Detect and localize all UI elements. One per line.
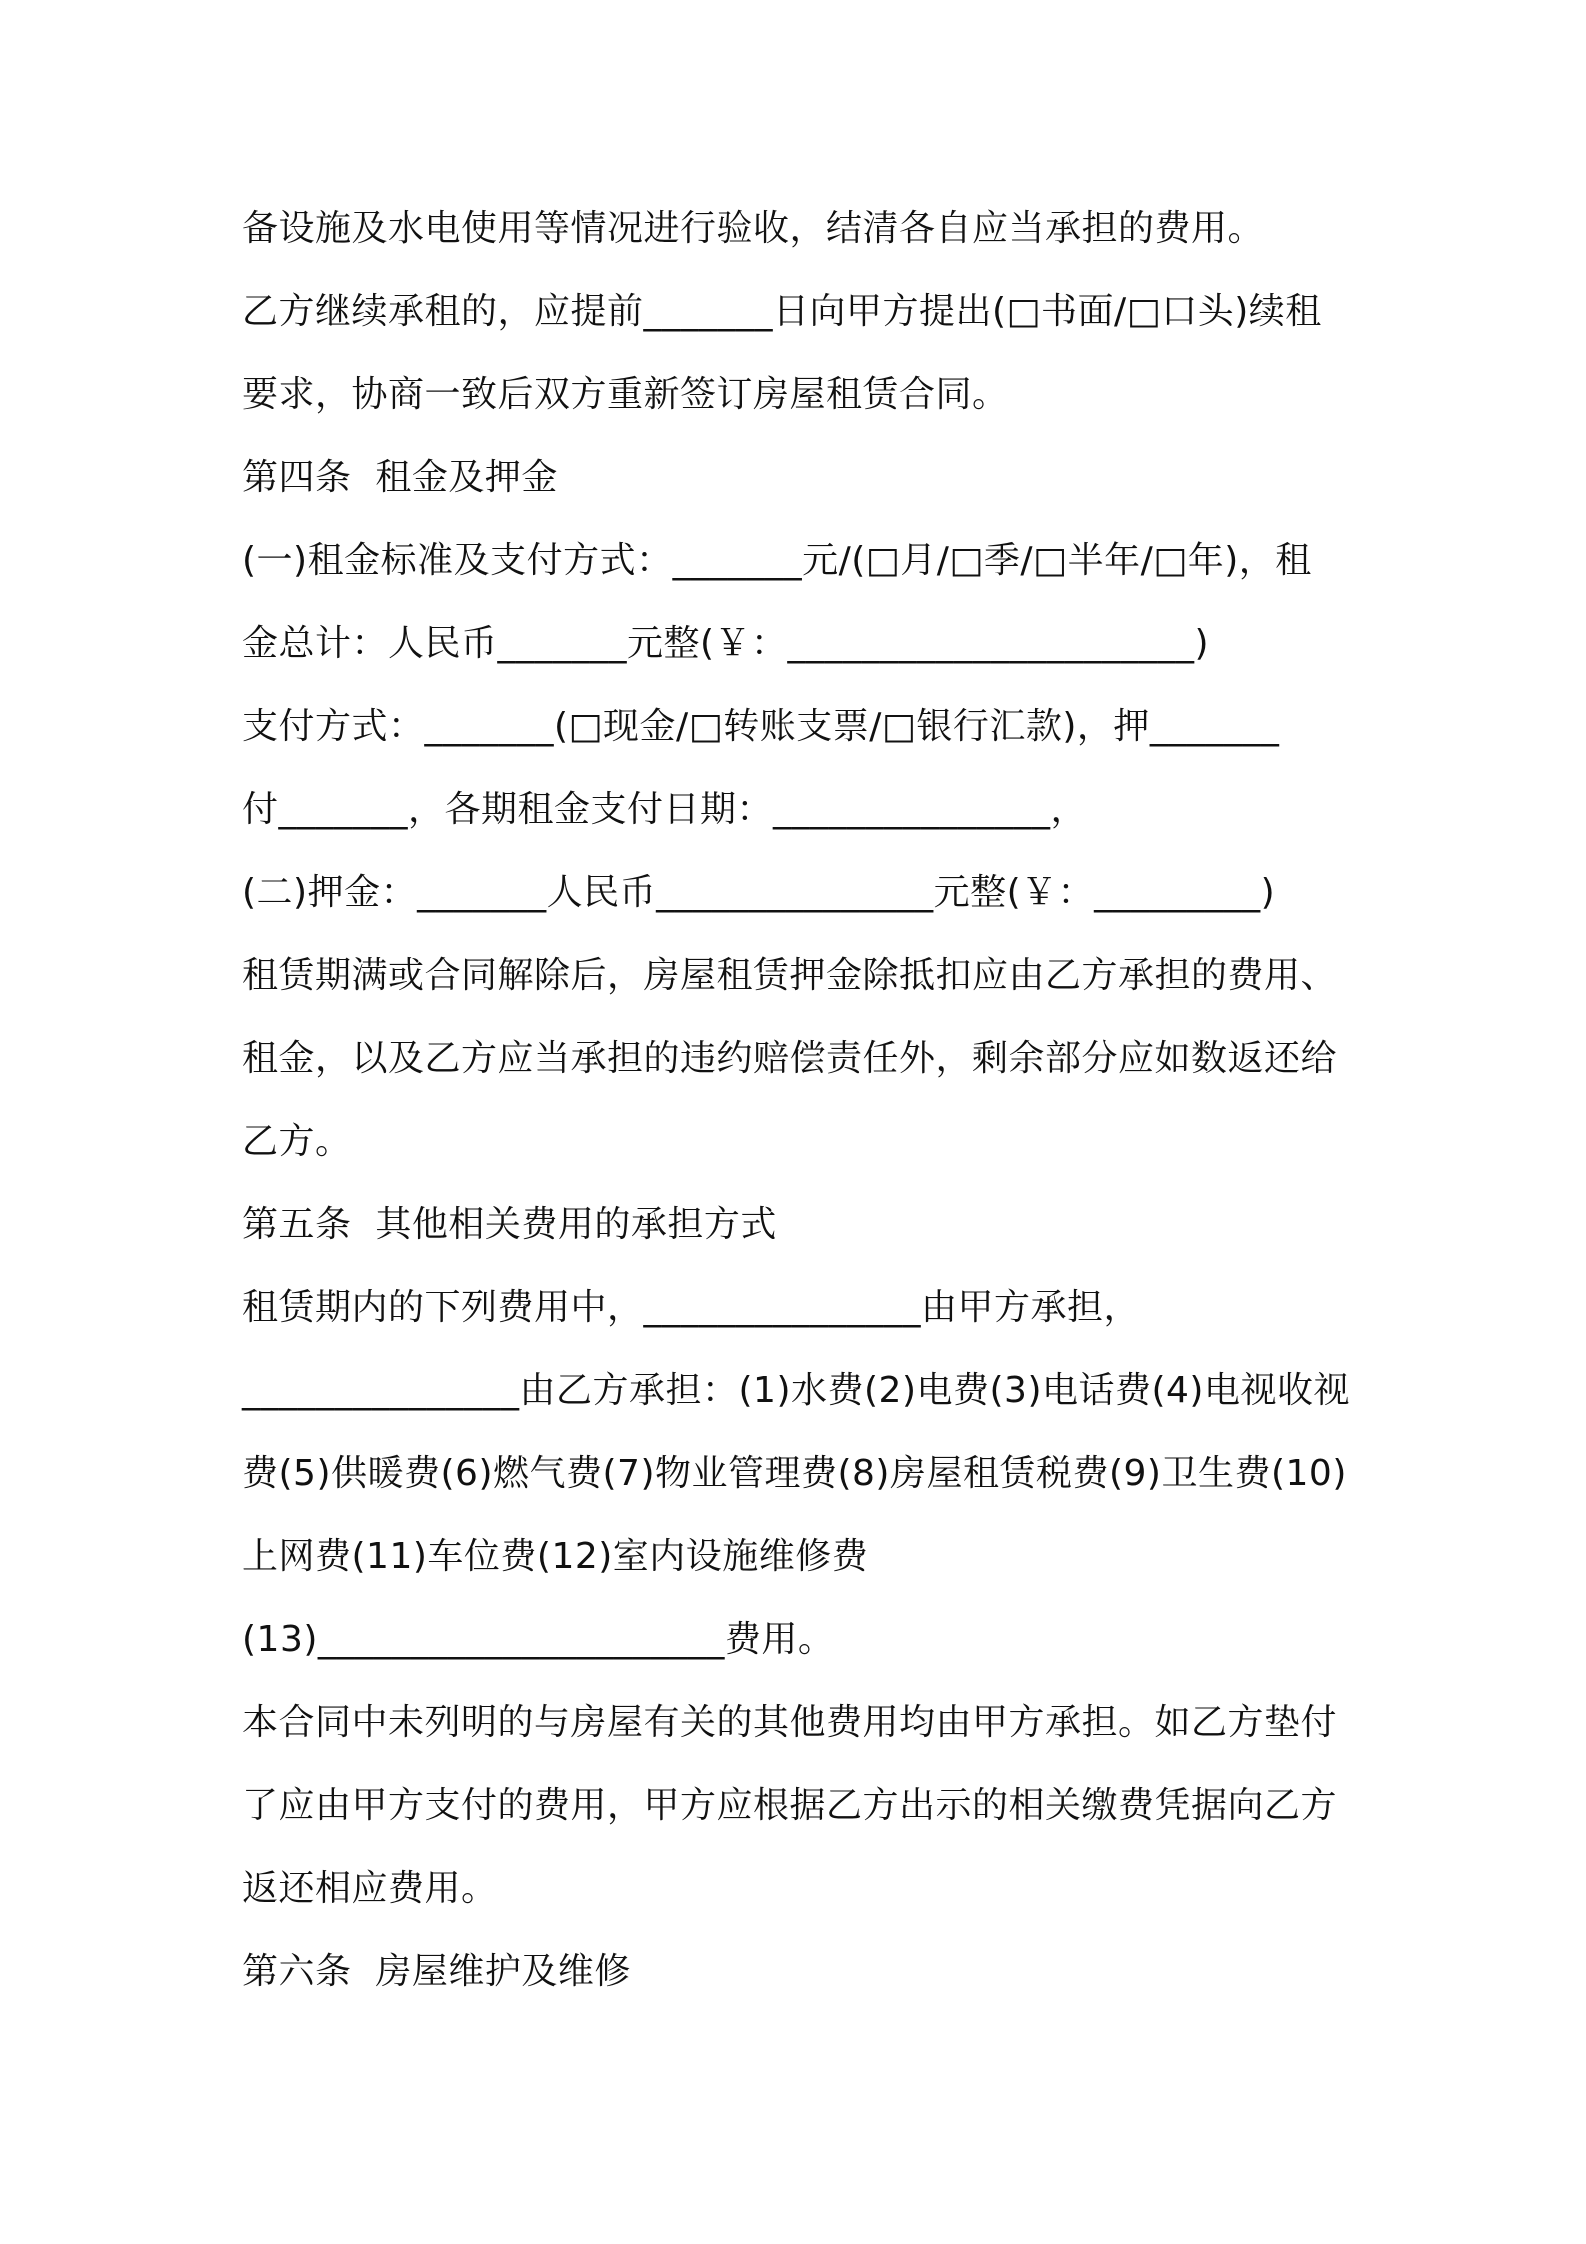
text-line: 乙方继续承租的，应提前_______日向甲方提出(□书面/□口头)续租 bbox=[242, 291, 1322, 332]
section-heading: 第六条 房屋维护及维修 bbox=[242, 1951, 631, 1992]
text-line: 租金，以及乙方应当承担的违约赔偿责任外，剩余部分应如数返还给 bbox=[242, 1038, 1338, 1079]
text-line: 乙方。 bbox=[242, 1121, 352, 1162]
section-heading: 第四条 租金及押金 bbox=[242, 457, 558, 498]
text-line: 本合同中未列明的与房屋有关的其他费用均由甲方承担。如乙方垫付 bbox=[242, 1702, 1338, 1743]
text-line: 要求，协商一致后双方重新签订房屋租赁合同。 bbox=[242, 374, 1009, 415]
text-line: 费(5)供暖费(6)燃气费(7)物业管理费(8)房屋租赁税费(9)卫生费(10) bbox=[242, 1453, 1347, 1494]
text-line: 返还相应费用。 bbox=[242, 1868, 498, 1909]
text-line: (13)______________________费用。 bbox=[242, 1619, 835, 1660]
text-line: 付_______，各期租金支付日期：_______________， bbox=[242, 789, 1088, 830]
text-line: 了应由甲方支付的费用，甲方应根据乙方出示的相关缴费凭据向乙方 bbox=[242, 1785, 1338, 1826]
text-line: _______________由乙方承担：(1)水费(2)电费(3)电话费(4)电视收视 bbox=[242, 1370, 1350, 1411]
text-line: 租赁期内的下列费用中，_______________由甲方承担， bbox=[242, 1287, 1141, 1328]
text-line: 金总计：人民币_______元整(￥：______________________) bbox=[242, 623, 1210, 664]
text-line: 上网费(11)车位费(12)室内设施维修费 bbox=[242, 1536, 869, 1577]
text-line: (二)押金：_______人民币_______________元整(￥：_________) bbox=[242, 872, 1276, 913]
text-line: 备设施及水电使用等情况进行验收，结清各自应当承担的费用。 bbox=[242, 208, 1265, 249]
text-line: (一)租金标准及支付方式：_______元/(□月/□季/□半年/□年)，租 bbox=[242, 540, 1312, 581]
text-line: 支付方式：_______(□现金/□转账支票/□银行汇款)，押_______ bbox=[242, 706, 1280, 747]
text-line: 租赁期满或合同解除后，房屋租赁押金除抵扣应由乙方承担的费用、 bbox=[242, 955, 1338, 996]
section-heading: 第五条 其他相关费用的承担方式 bbox=[242, 1204, 777, 1245]
